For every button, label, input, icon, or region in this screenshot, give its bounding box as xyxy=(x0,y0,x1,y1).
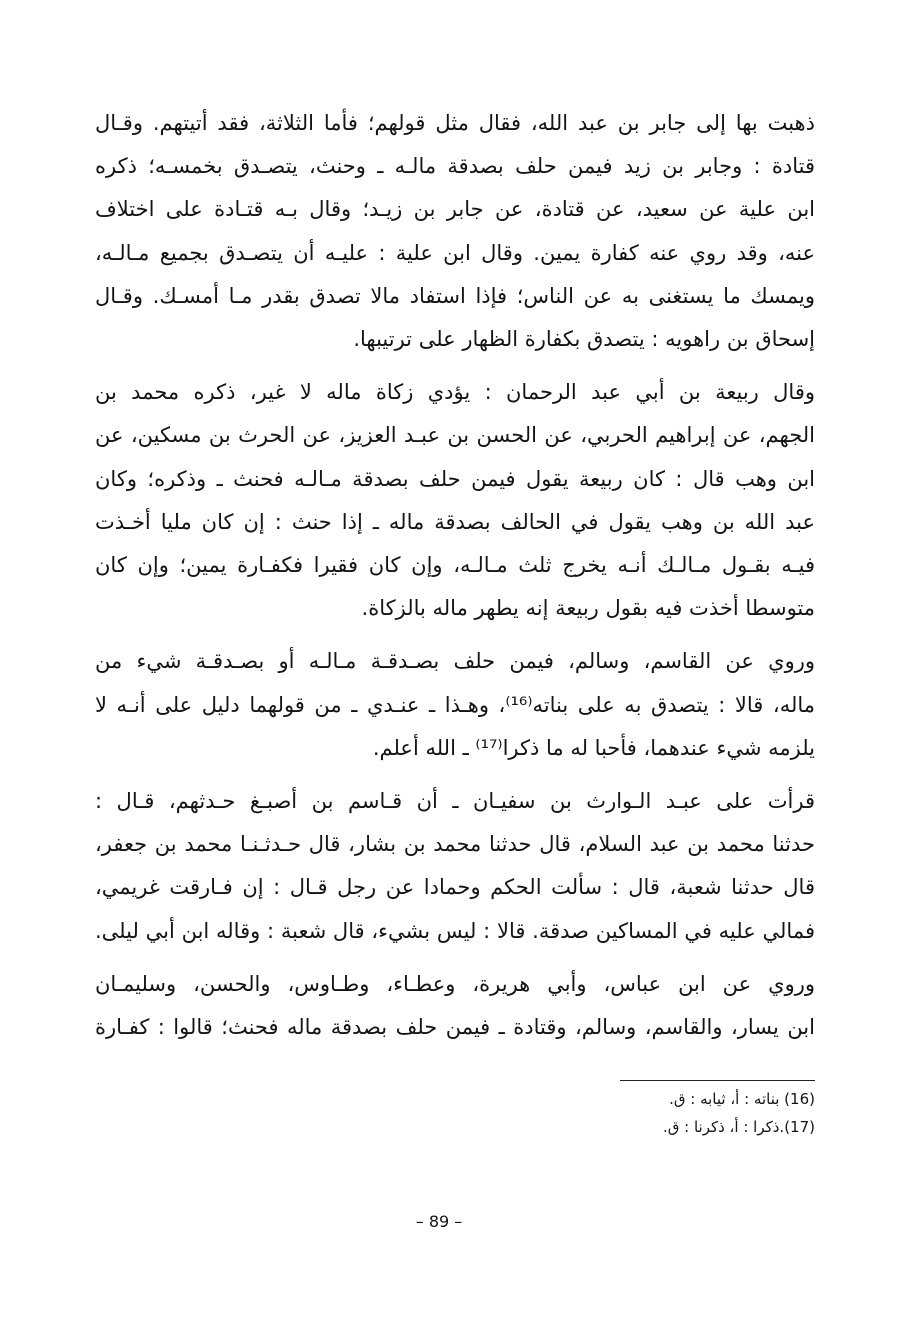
text-line: إسحاق بن راهويه : يتصدق بكفارة الظهار على ترتيبها. xyxy=(353,327,815,352)
text-line: ابن يسار، والقاسم، وسالم، وقتادة ـ فيمن حلف بصدقة ماله فحنث؛ قالوا : كفـارة xyxy=(95,1015,815,1040)
text-line: ماله، قالا : يتصدق به على بناته⁽¹⁶⁾، وهـذا ـ عنـدي ـ من قولهما دليل على أنـه لا xyxy=(95,692,815,717)
paragraph-5 xyxy=(95,963,815,1049)
text-line: حدثنا محمد بن عبد السلام، قال حدثنا محمد بن بشار، قال حـدثـنـا محمد بن جعفر، xyxy=(95,832,815,857)
text-line: يلزمه شيء عندهما، فأحبا له ما ذكرا⁽¹⁷⁾ ـ الله أعلم. xyxy=(372,735,815,760)
paragraph-3 xyxy=(95,640,815,770)
text-line: وروي عن ابن عباس، وأبي هريرة، وعطـاء، وطـاوس، والحسن، وسليمـان xyxy=(95,971,815,996)
text-line: عبد الله بن وهب يقول في الحالف بصدقة ماله ـ إذا حنث : إن كان مليا أخـذت xyxy=(95,509,815,534)
text-line: متوسطا أخذت فيه بقول ربيعة إنه يطهر ماله بالزكاة. xyxy=(361,596,815,621)
footnote-divider xyxy=(620,1080,815,1081)
text-line: الجهم، عن إبراهيم الحربي، عن الحسن بن عبـد العزيز، عن الحرث بن مسكين، عن xyxy=(95,423,815,448)
footnote-17: (17).ذكرا : أ، ذكرنا : ق. xyxy=(662,1118,815,1136)
text-line: وروي عن القاسم، وسالم، فيمن حلف بصـدقـة مـالـه أو بصـدقـة شيء من xyxy=(95,649,815,674)
text-line: قال حدثنا شعبة، قال : سألت الحكم وحمادا عن رجل قـال : إن فـارقت غريمي، xyxy=(95,875,815,900)
text-line: فيـه بقـول مـالـك أنـه يخرج ثلث مـالـه، وإن كان فقيرا فكفـارة يمين؛ وإن كان xyxy=(95,553,815,578)
text-line: ويمسك ما يستغنى به عن الناس؛ فإذا استفاد مالا تصدق بقدر مـا أمسـك. وقـال xyxy=(95,283,815,308)
text-line: وقال ربيعة بن أبي عبد الرحمان : يؤدي زكاة ماله لا غير، ذكره محمد بن xyxy=(95,380,815,405)
text-line: ابن وهب قال : كان ربيعة يقول فيمن حلف بصدقة مـالـه فحنث ـ وذكره؛ وكان xyxy=(95,466,815,491)
footnote-16: (16) بناته : أ، ثيابه : ق. xyxy=(669,1090,815,1108)
text-line: ذهبت بها إلى جابر بن عبد الله، فقال مثل قولهم؛ فأما الثلاثة، فقد أتيتهم. وقـال xyxy=(95,111,815,135)
text-line: فمالي عليه في المساكين صدقة. قالا : ليس بشيء، قال شعبة : وقاله ابن أبي ليلى. xyxy=(95,918,815,943)
text-line: ابن علية عن سعيد، عن قتادة، عن جابر بن زيـد؛ وقال بـه قتـادة على اختلاف xyxy=(95,197,815,222)
paragraph-2 xyxy=(95,371,815,630)
paragraph-1 xyxy=(95,102,815,361)
body-text xyxy=(95,102,815,1049)
text-line: عنه، وقد روي عنه كفارة يمين. وقال ابن علية : عليـه أن يتصـدق بجميع مـالـه، xyxy=(95,240,815,265)
footnotes xyxy=(560,1085,815,1141)
text-line: قتادة : وجابر بن زيد فيمن حلف بصدقة مالـه ـ وحنث، يتصـدق بخمسـه؛ ذكره xyxy=(95,154,815,179)
page-number: – 89 – xyxy=(415,1212,463,1231)
paragraph-4 xyxy=(95,780,815,953)
text-line: قرأت على عبـد الـوارث بن سفيـان ـ أن قـاسم بن أصبـغ حـدثهم، قـال : xyxy=(95,789,815,814)
